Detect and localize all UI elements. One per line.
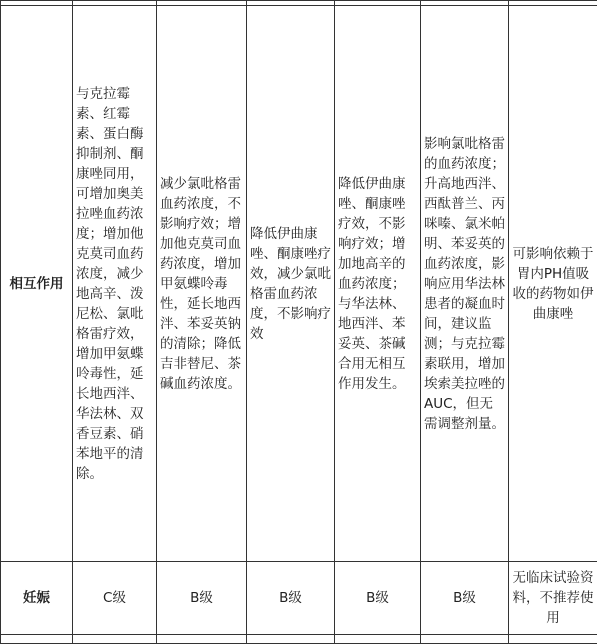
cell-pregnancy-col1: C级 [73,562,157,635]
table-row-interactions [1,6,597,562]
cell-pregnancy-col5: B级 [421,562,509,635]
row-header-interactions: 相互作用 [1,6,73,562]
table-row-pregnancy [1,562,597,635]
cell-pregnancy-col2: B级 [157,562,247,635]
cell-interactions-col2: 减少氯吡格雷血药浓度，不影响疗效；增加他克莫司血药浓度，增加甲氨蝶呤毒性，延长地西泮、苯妥英钠的清除；降低吉非替尼、茶碱血药浓度。 [157,6,247,562]
cell-pregnancy-col6: 无临床试验资料，不推荐使用 [509,562,597,635]
cell-interactions-col3: 降低伊曲康唑、酮康唑疗效，减少氯吡格雷血药浓度，不影响疗效 [247,6,335,562]
cell-interactions-col5: 影响氯吡格雷的血药浓度；升高地西泮、西酞普兰、丙咪嗪、氯米帕明、苯妥英的血药浓度，影响应用华法林患者的凝血时间，建议监测；与克拉霉素联用，增加埃索美拉唑的AUC，但无需调整剂量。 [421,6,509,562]
cell-interactions-col4: 降低伊曲康唑、酮康唑疗效，不影响疗效；增加地高辛的血药浓度；与华法林、地西泮、苯妥英、茶碱合用无相互作用发生。 [335,6,421,562]
table-bottom-strip [1,635,597,644]
cell-interactions-col1: 与克拉霉素、红霉素、蛋白酶抑制剂、酮康唑同用，可增加奥美拉唑血药浓度；增加他克莫司血药浓度，减少地高辛、泼尼松、氯吡格雷疗效，增加甲氨蝶呤毒性，延长地西泮、华法林、双香豆素、硝苯地平的清除。 [73,6,157,562]
cell-pregnancy-col4: B级 [335,562,421,635]
cell-interactions-col6: 可影响依赖于胃内PH值吸收的药物如伊曲康唑 [509,6,597,562]
row-header-pregnancy: 妊娠 [1,562,73,635]
cell-pregnancy-col3: B级 [247,562,335,635]
